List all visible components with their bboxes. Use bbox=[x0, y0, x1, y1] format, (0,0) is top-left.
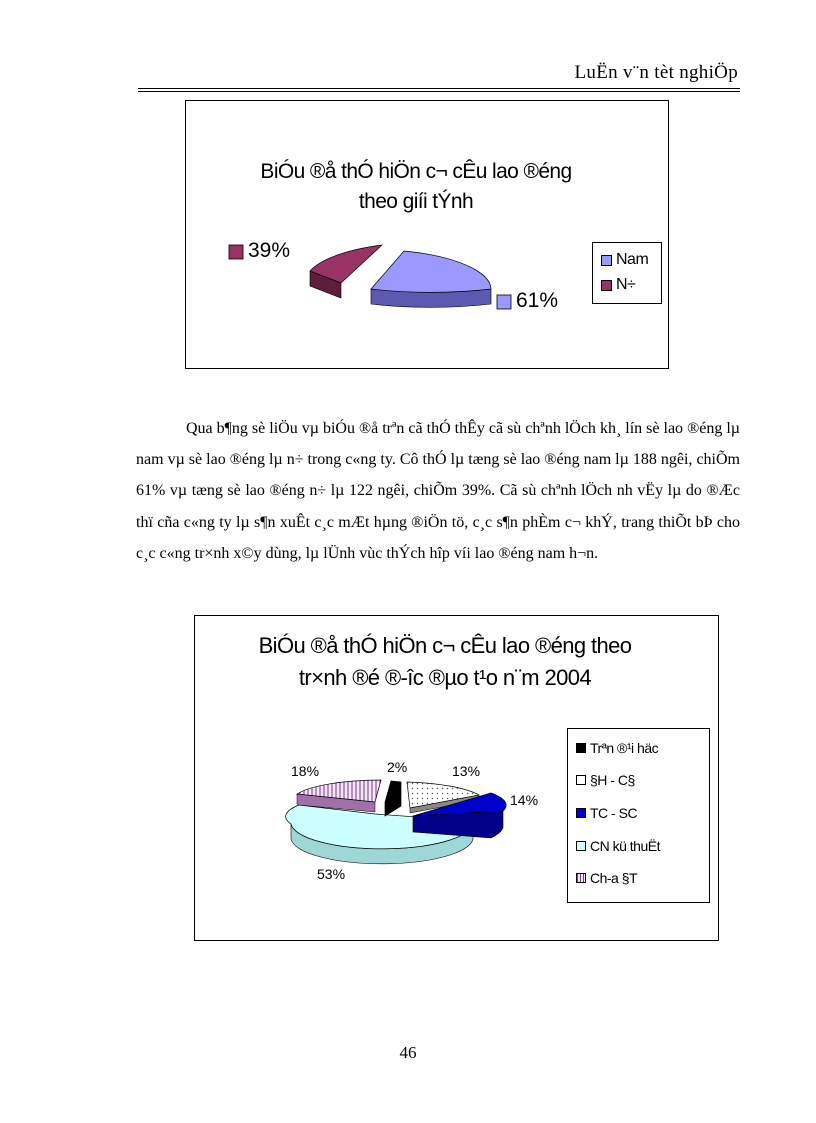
label-tc-sc-percent: 14% bbox=[510, 792, 539, 808]
label-chua-dt-percent: 18% bbox=[291, 763, 320, 779]
gender-chart bbox=[185, 100, 669, 369]
page-number: 46 bbox=[399, 1043, 417, 1062]
label-nam-percent: 61% bbox=[516, 289, 559, 312]
label-swatch-nu bbox=[229, 245, 243, 259]
legend-swatch-cn bbox=[576, 841, 586, 851]
legend-item-chua-dt: Ch-a §T bbox=[576, 870, 637, 886]
legend-swatch-dh-cd bbox=[576, 775, 586, 785]
legend-swatch-nu bbox=[601, 280, 612, 291]
legend-item-tc-sc: TC - SC bbox=[576, 805, 637, 821]
label-cn-percent: 53% bbox=[317, 866, 346, 882]
label-tren-dai-hoc-percent: 2% bbox=[387, 759, 408, 775]
legend-item-tren-dai-hoc: Trªn ®¹i häc bbox=[576, 740, 658, 756]
legend-item-cn: CN kü thuËt bbox=[576, 838, 660, 854]
legend-swatch-nam bbox=[601, 255, 612, 266]
education-chart-legend bbox=[567, 728, 710, 903]
gender-chart-legend bbox=[592, 242, 662, 304]
label-dh-cd-percent: 13% bbox=[452, 763, 481, 779]
gender-chart-title-line2: theo giíi tÝnh bbox=[358, 190, 474, 214]
education-chart bbox=[194, 615, 719, 941]
education-chart-title-line2: tr×nh ®é ®-îc ®µo t¹o n¨m 2004 bbox=[298, 664, 592, 690]
legend-item-nu: N÷ bbox=[601, 276, 635, 294]
legend-swatch-tren-dai-hoc bbox=[576, 743, 586, 753]
header-title: LuËn v¨n tèt nghiÖp bbox=[574, 62, 738, 83]
legend-item-nam: Nam bbox=[601, 251, 648, 269]
body-paragraph: Qua b¶ng sè liÖu vµ biÓu ®å trªn cã thÓ thÊy cã sù chªnh lÖch kh¸ lín sè lao ®éng lµ nam vµ sè lao ®éng lµ n÷ trong c«ng ty. Cô thÓ lµ tæng sè lao ®éng nam lµ 188 ngêi, chiÕm 61% vµ tæng sè lao ®éng n÷ lµ 122 ngêi, chiÕm 39%. Cã sù chªnh lÖch nh vËy lµ do ®Æc thï cña c«ng ty lµ s¶n xuÊt c¸c mÆt hµng ®iÖn tö, c¸c s¶n phÈm c¬ khÝ, trang thiÕt bÞ cho c¸c c«ng tr×nh x©y dùng, lµ lÜnh vùc thÝch hîp víi lao ®éng nam h¬n. bbox=[136, 420, 740, 562]
label-swatch-nam bbox=[497, 295, 511, 309]
gender-chart-title-line1: BiÓu ®å thÓ hiÖn c¬ cÊu lao ®éng bbox=[260, 160, 572, 183]
gender-pie bbox=[186, 101, 668, 368]
label-nu-percent: 39% bbox=[248, 239, 291, 262]
legend-swatch-tc-sc bbox=[576, 808, 586, 818]
pie-slice-nam bbox=[371, 251, 491, 292]
header-rule-top bbox=[138, 88, 740, 89]
legend-item-dh-cd: §H - C§ bbox=[576, 772, 635, 788]
education-chart-title-line1: BiÓu ®å thÓ hiÖn c¬ cÊu lao ®éng theo bbox=[258, 633, 632, 658]
pie-slice-tren-dai-hoc bbox=[385, 781, 401, 816]
legend-swatch-chua-dt bbox=[576, 873, 586, 883]
header-rule-bottom bbox=[138, 91, 740, 92]
